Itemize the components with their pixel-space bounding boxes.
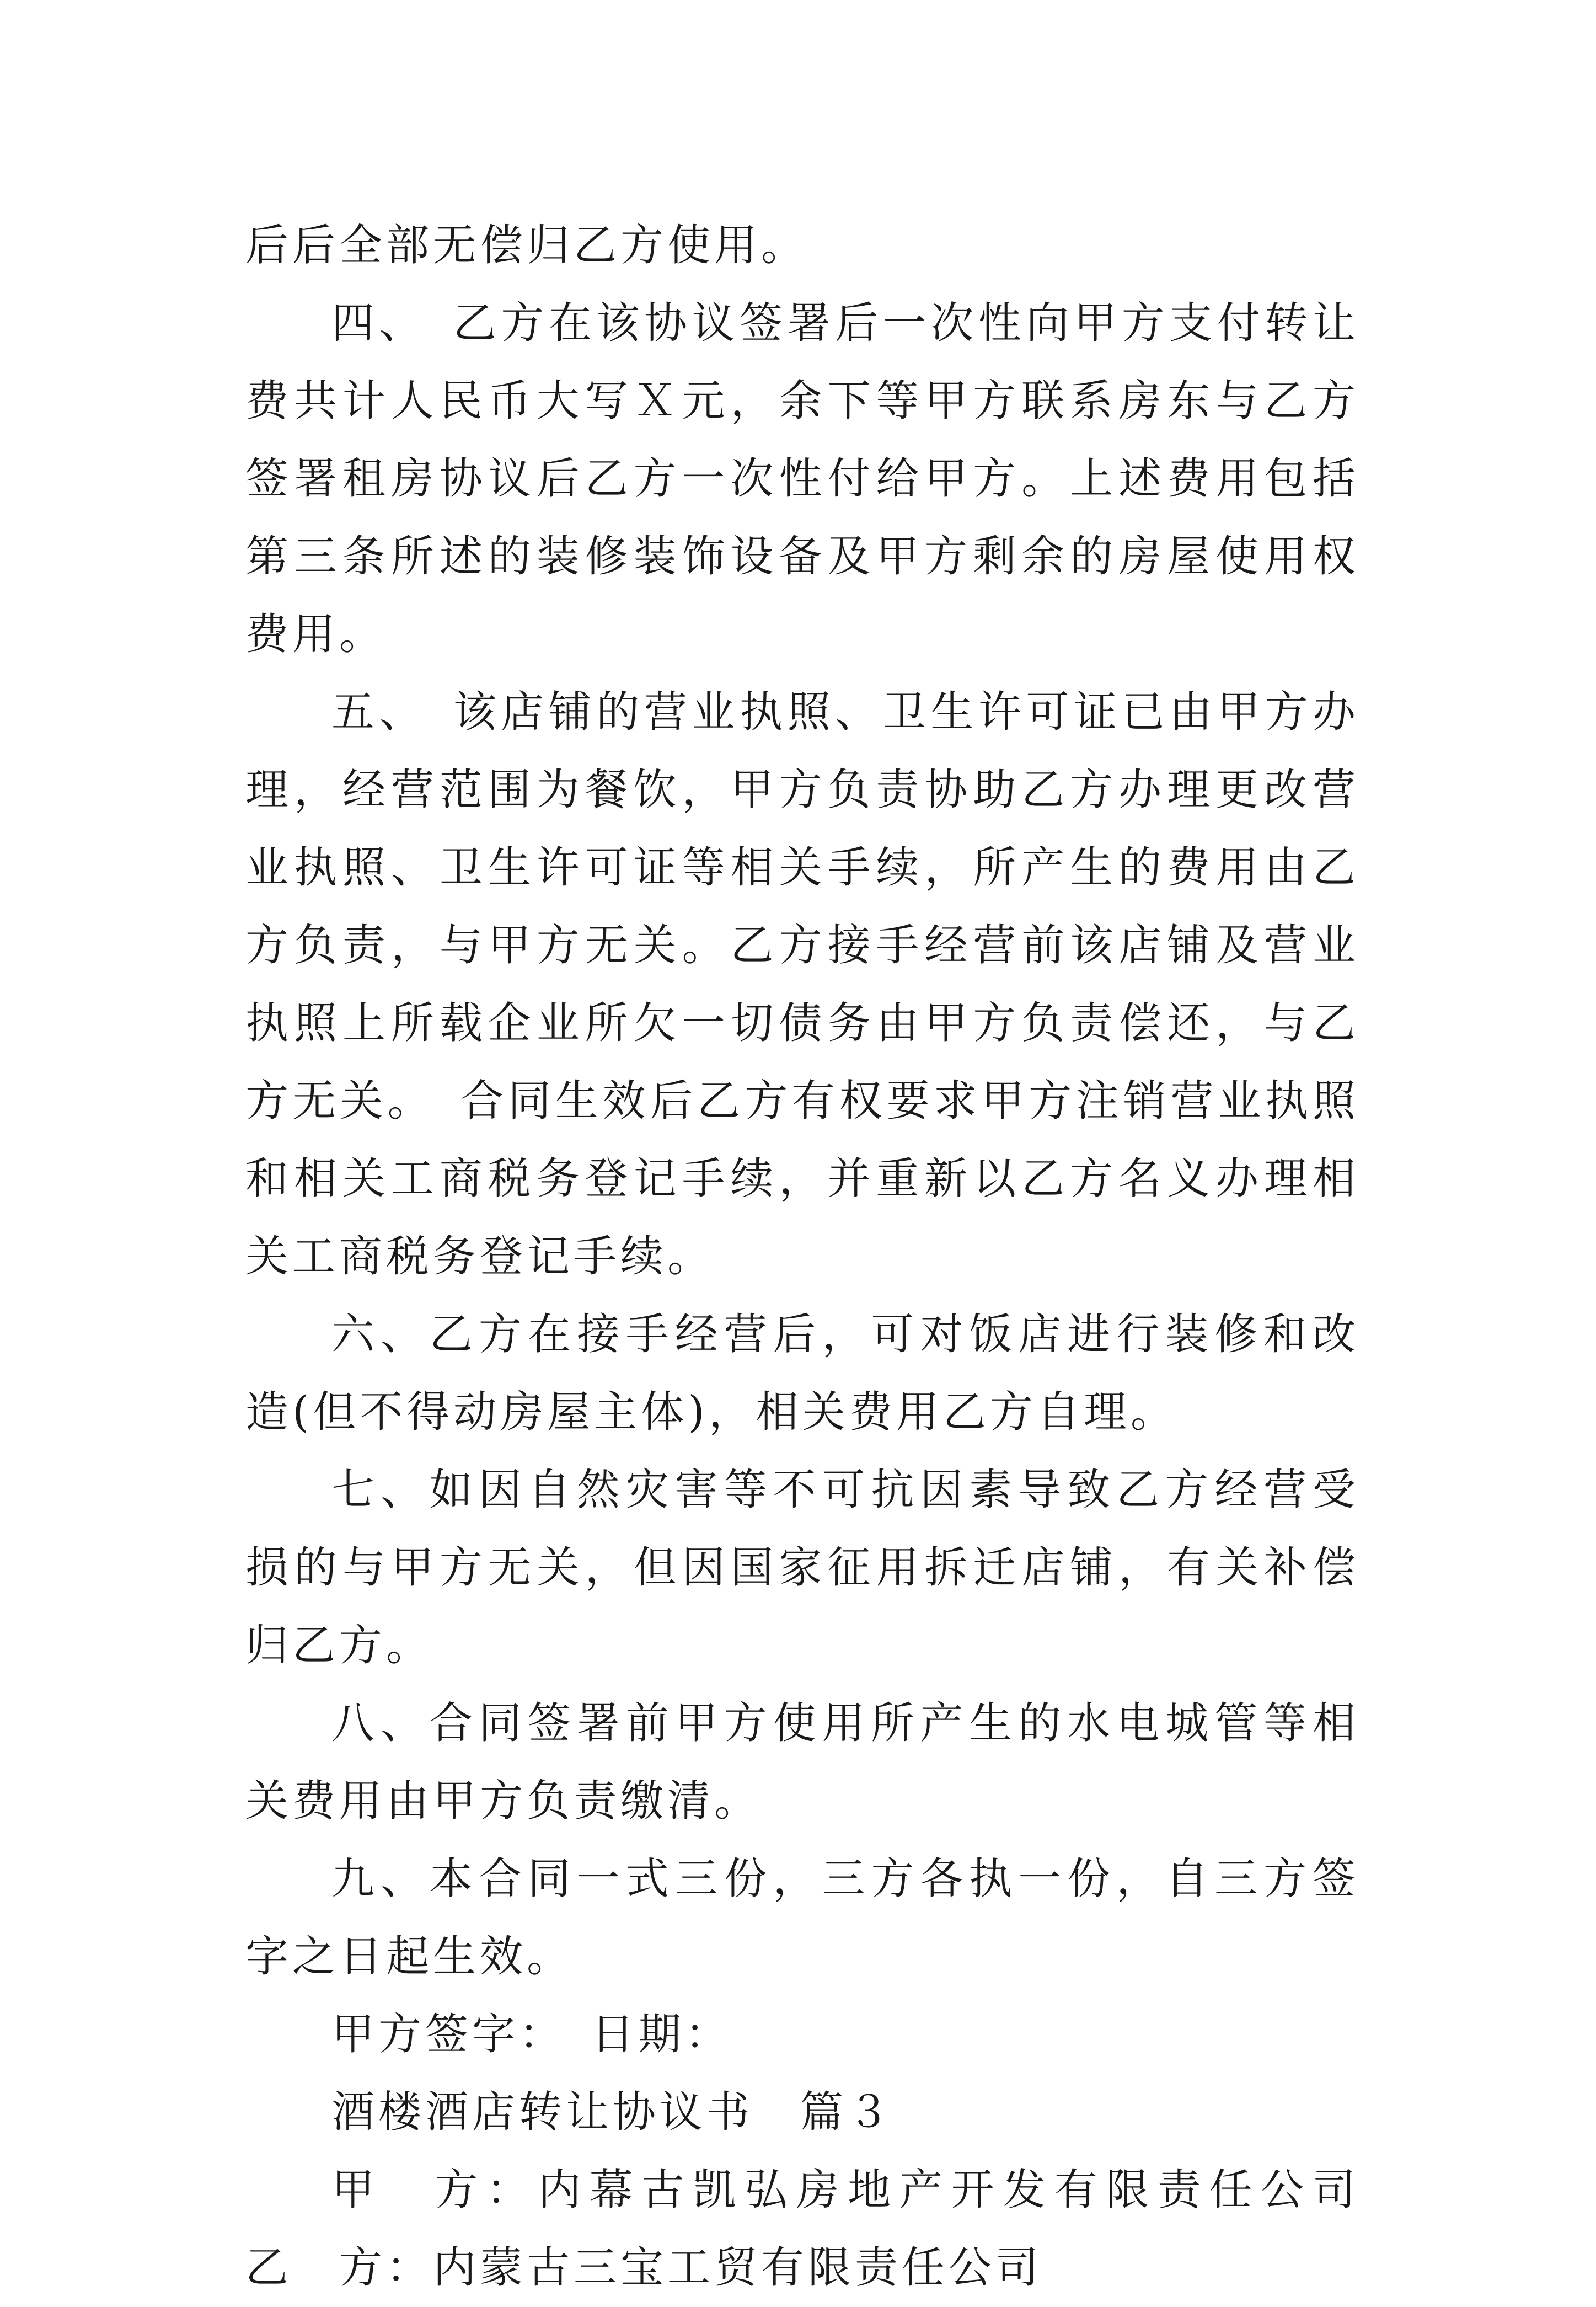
section-heading: 酒楼酒店转让协议书 篇３ — [331, 2087, 895, 2137]
paragraph-clause-7: 七、如因自然灾害等不可抗因素导致乙方经营受损的与甲方无关，但因国家征用拆迁店铺，有关补偿归乙方。 — [245, 1465, 1359, 1670]
document-body — [245, 207, 1407, 2307]
parties-line: 甲 方：内幕古凯弘房地产开发有限责任公司 乙 方：内蒙古三宝工贸有限责任公司 — [245, 2165, 1407, 2293]
paragraph-continuation: 后后全部无偿归乙方使用。 — [245, 221, 808, 270]
paragraph-clause-5: 五、 该店铺的营业执照、卫生许可证已由甲方办理，经营范围为餐饮，甲方负责协助乙方办理更改营业执照、卫生许可证等相关手续，所产生的费用由乙方负责，与甲方无关。乙方接手经营前该店铺及营业执照上所载企业所欠一切债务由甲方负责偿还，与乙方无关。 合同生效后乙方有权要求甲方注销营业执照和相关工商税务登记手续，并重新以乙方名义办理相关工商税务登记手续。 — [245, 687, 1359, 1281]
paragraph-clause-9: 九、本合同一式三份，三方各执一份，自三方签字之日起生效。 — [245, 1854, 1359, 1982]
paragraph-clause-8: 八、合同签署前甲方使用所产生的水电城管等相关费用由甲方负责缴清。 — [245, 1699, 1359, 1826]
signature-line: 甲方签字： 日期： — [331, 2010, 732, 2059]
paragraph-clause-6: 六、乙方在接手经营后，可对饭店进行装修和改造(但不得动房屋主体)，相关费用乙方自理。 — [245, 1310, 1359, 1437]
paragraph-clause-4: 四、 乙方在该协议签署后一次性向甲方支付转让费共计人民币大写Ｘ元，余下等甲方联系房东与乙方签署租房协议后乙方一次性付给甲方。上述费用包括第三条所述的装修装饰设备及甲方剩余的房屋使用权费用。 — [245, 298, 1359, 659]
